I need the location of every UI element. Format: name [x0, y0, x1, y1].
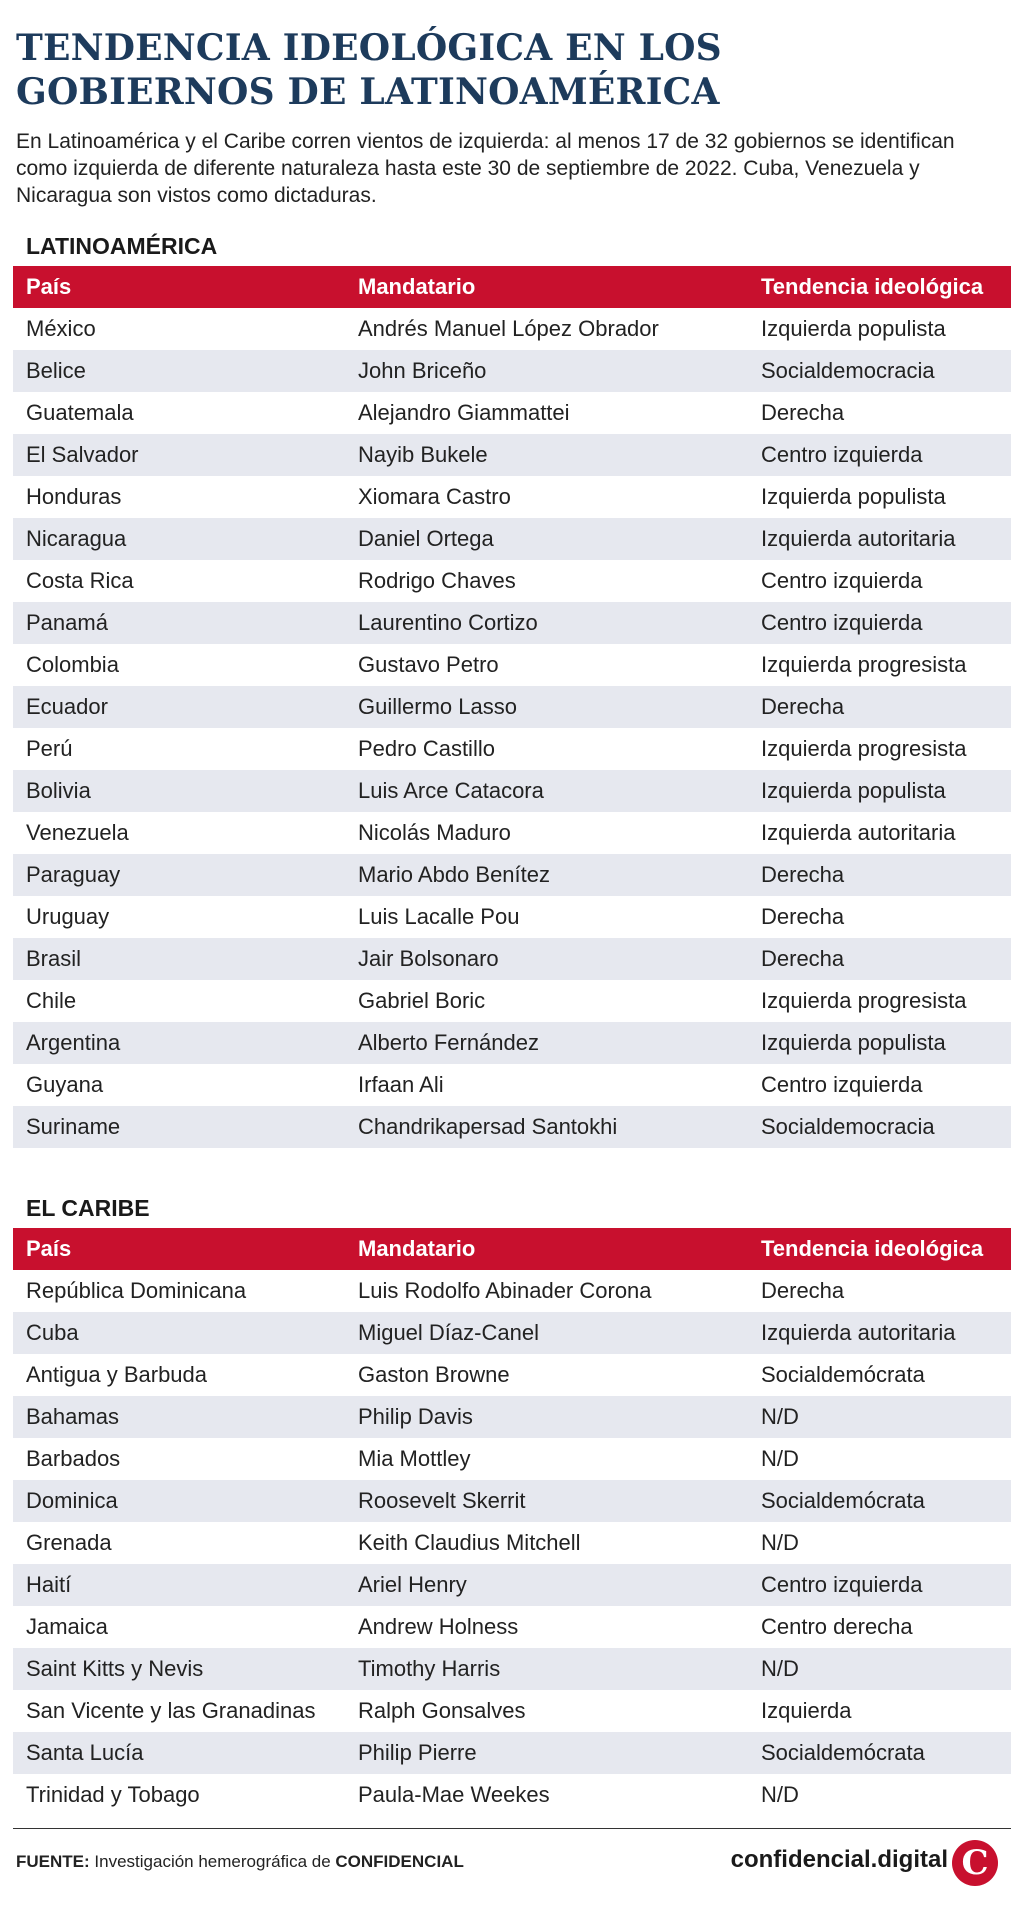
table-row: [13, 434, 1011, 476]
cell-leader: Rodrigo Chaves: [358, 568, 516, 593]
table-row: [13, 1606, 1011, 1648]
cell-tendency: Centro izquierda: [748, 434, 1011, 476]
cell-country: Suriname: [13, 1106, 345, 1148]
cell-country: Haití: [13, 1564, 345, 1606]
cell-leader: Andrés Manuel López Obrador: [358, 316, 659, 341]
cell-tendency: Centro izquierda: [748, 1564, 1011, 1606]
cell-leader: Timothy Harris: [345, 1648, 748, 1690]
table-row: [13, 812, 1011, 854]
cell-country: Chile: [26, 988, 77, 1013]
cell-country: México: [26, 316, 96, 341]
table-row: [13, 392, 1011, 434]
cell-tendency: Socialdemocracia: [748, 1106, 1011, 1148]
cell-leader: John Briceño: [345, 350, 748, 392]
table-row: [13, 728, 1011, 770]
cell-country: Antigua y Barbuda: [26, 1362, 208, 1387]
column-header-country: País: [13, 1228, 345, 1270]
brand-url: confidencial.digital: [730, 1846, 948, 1873]
cell-country: Colombia: [26, 652, 119, 677]
table-row: [13, 980, 1011, 1022]
cell-leader: Ralph Gonsalves: [358, 1698, 526, 1723]
cell-tendency: Derecha: [761, 904, 845, 929]
cell-leader: Ariel Henry: [345, 1564, 748, 1606]
cell-leader: Xiomara Castro: [358, 484, 511, 509]
cell-country: El Salvador: [13, 434, 345, 476]
column-header-tendency: Tendencia ideológica: [748, 1228, 1011, 1270]
table-row: [13, 854, 1011, 896]
table-row: [13, 1774, 1011, 1816]
cell-tendency: Derecha: [761, 400, 845, 425]
footer-divider: [13, 1828, 1011, 1829]
table-row: [13, 1022, 1011, 1064]
cell-country: Costa Rica: [26, 568, 134, 593]
cell-tendency: Centro izquierda: [761, 568, 923, 593]
table-row: [13, 308, 1011, 350]
table-row: [13, 1396, 1011, 1438]
cell-tendency: Derecha: [761, 1278, 845, 1303]
column-header-country: País: [13, 266, 345, 308]
cell-tendency: Derecha: [748, 854, 1011, 896]
table-row: [13, 1690, 1011, 1732]
cell-tendency: N/D: [761, 1446, 799, 1471]
table-row: [13, 476, 1011, 518]
cell-leader: Alberto Fernández: [345, 1022, 748, 1064]
table-row: [13, 770, 1011, 812]
cell-leader: Gaston Browne: [358, 1362, 510, 1387]
cell-country: Venezuela: [26, 820, 129, 845]
cell-tendency: Centro derecha: [761, 1614, 913, 1639]
cell-country: Grenada: [26, 1530, 112, 1555]
table-row: [13, 560, 1011, 602]
table-row: [13, 1106, 1011, 1148]
table-header-row: [13, 266, 1011, 308]
cell-leader: Luis Lacalle Pou: [358, 904, 520, 929]
cell-tendency: Derecha: [748, 686, 1011, 728]
table-row: [13, 1270, 1011, 1312]
cell-leader: Mario Abdo Benítez: [345, 854, 748, 896]
cell-country: Guyana: [26, 1072, 104, 1097]
table-row: [13, 1648, 1011, 1690]
table-row: [13, 518, 1011, 560]
cell-country: Argentina: [13, 1022, 345, 1064]
cell-tendency: Izquierda populista: [748, 1022, 1011, 1064]
cell-country: Paraguay: [13, 854, 345, 896]
cell-tendency: Centro izquierda: [761, 1072, 923, 1097]
cell-leader: Philip Davis: [345, 1396, 748, 1438]
cell-tendency: Izquierda autoritaria: [748, 1312, 1011, 1354]
cell-country: Dominica: [13, 1480, 345, 1522]
cell-country: Barbados: [26, 1446, 121, 1471]
cell-tendency: Izquierda progresista: [761, 736, 967, 761]
cell-tendency: Socialdemocracia: [748, 350, 1011, 392]
cell-tendency: Izquierda autoritaria: [748, 518, 1011, 560]
cell-country: Guatemala: [26, 400, 134, 425]
cell-country: Nicaragua: [13, 518, 345, 560]
cell-country: Bahamas: [13, 1396, 345, 1438]
table-row: [13, 644, 1011, 686]
table-row: [13, 350, 1011, 392]
cell-country: Bolivia: [13, 770, 345, 812]
column-header-tendency: Tendencia ideológica: [748, 266, 1011, 308]
cell-tendency: Izquierda populista: [761, 484, 946, 509]
cell-tendency: Derecha: [748, 938, 1011, 980]
cell-leader: Roosevelt Skerrit: [345, 1480, 748, 1522]
cell-country: Jamaica: [26, 1614, 108, 1639]
cell-tendency: Socialdemócrata: [748, 1732, 1011, 1774]
cell-tendency: N/D: [748, 1396, 1011, 1438]
cell-tendency: Socialdemócrata: [761, 1362, 925, 1387]
subtitle: En Latinoamérica y el Caribe corren vientos de izquierda: al menos 17 de 32 gobiernos se identifican como izquierda de diferente naturaleza hasta este 30 de septiembre de 2022. Cuba, Venezuela y Nicaragua son vistos como dictaduras.: [16, 130, 955, 207]
cell-leader: Luis Rodolfo Abinader Corona: [358, 1278, 652, 1303]
table-row: [13, 1480, 1011, 1522]
column-header-leader: Mandatario: [345, 1228, 748, 1270]
page-title: [16, 26, 996, 114]
cell-leader: Mia Mottley: [358, 1446, 471, 1471]
cell-leader: Guillermo Lasso: [345, 686, 748, 728]
cell-tendency: Centro izquierda: [748, 602, 1011, 644]
cell-tendency: N/D: [761, 1530, 799, 1555]
table-row: [13, 1732, 1011, 1774]
table-row: [13, 1564, 1011, 1606]
source-text: Investigación hemerográfica de: [94, 1852, 331, 1871]
title-line-1: TENDENCIA IDEOLÓGICA EN LOS: [16, 27, 722, 69]
cell-country: Uruguay: [26, 904, 110, 929]
cell-leader: Andrew Holness: [358, 1614, 519, 1639]
source-note: [16, 1852, 464, 1872]
cell-country: Brasil: [13, 938, 345, 980]
cell-leader: Chandrikapersad Santokhi: [345, 1106, 748, 1148]
section-label-caribe: EL CARIBE: [26, 1195, 150, 1221]
cell-leader: Paula-Mae Weekes: [358, 1782, 550, 1807]
source-org: CONFIDENCIAL: [335, 1852, 464, 1871]
cell-leader: Irfaan Ali: [358, 1072, 444, 1097]
cell-country: San Vicente y las Granadinas: [26, 1698, 316, 1723]
table-row: [13, 938, 1011, 980]
cell-leader: Nicolás Maduro: [358, 820, 511, 845]
table-row: [13, 1064, 1011, 1106]
caribe-table: [13, 1228, 1011, 1816]
table-row: [13, 1312, 1011, 1354]
cell-leader: Pedro Castillo: [358, 736, 495, 761]
table-row: [13, 1438, 1011, 1480]
cell-country: República Dominicana: [26, 1278, 247, 1303]
cell-leader: Gustavo Petro: [358, 652, 499, 677]
source-label: FUENTE:: [16, 1852, 90, 1871]
cell-tendency: N/D: [748, 1648, 1011, 1690]
cell-country: Saint Kitts y Nevis: [13, 1648, 345, 1690]
table-row: [13, 686, 1011, 728]
cell-tendency: Izquierda progresista: [761, 988, 967, 1013]
cell-country: Perú: [26, 736, 73, 761]
cell-leader: Gabriel Boric: [358, 988, 486, 1013]
cell-leader: Miguel Díaz-Canel: [345, 1312, 748, 1354]
cell-tendency: Izquierda autoritaria: [761, 820, 956, 845]
cell-country: Santa Lucía: [13, 1732, 345, 1774]
table-row: [13, 602, 1011, 644]
cell-leader: Nayib Bukele: [345, 434, 748, 476]
cell-country: Honduras: [26, 484, 122, 509]
table-header-row: [13, 1228, 1011, 1270]
cell-country: Panamá: [13, 602, 345, 644]
table-row: [13, 1522, 1011, 1564]
table-row: [13, 896, 1011, 938]
cell-country: Ecuador: [13, 686, 345, 728]
title-line-2: GOBIERNOS DE LATINOAMÉRICA: [16, 71, 720, 113]
latam-table: [13, 266, 1011, 1148]
cell-leader: Jair Bolsonaro: [345, 938, 748, 980]
cell-leader: Philip Pierre: [345, 1732, 748, 1774]
cell-leader: Daniel Ortega: [345, 518, 748, 560]
cell-leader: Laurentino Cortizo: [345, 602, 748, 644]
cell-tendency: Socialdemócrata: [748, 1480, 1011, 1522]
table-row: [13, 1354, 1011, 1396]
cell-tendency: Izquierda progresista: [761, 652, 967, 677]
cell-leader: Keith Claudius Mitchell: [358, 1530, 581, 1555]
confidencial-logo-icon: C: [952, 1840, 998, 1886]
cell-tendency: N/D: [761, 1782, 799, 1807]
cell-leader: Luis Arce Catacora: [345, 770, 748, 812]
cell-tendency: Izquierda populista: [761, 316, 946, 341]
cell-country: Trinidad y Tobago: [26, 1782, 200, 1807]
cell-country: Cuba: [13, 1312, 345, 1354]
column-header-leader: Mandatario: [345, 266, 748, 308]
cell-leader: Alejandro Giammattei: [358, 400, 570, 425]
section-label-latam: LATINOAMÉRICA: [26, 233, 218, 259]
cell-country: Belice: [13, 350, 345, 392]
cell-tendency: Izquierda: [761, 1698, 852, 1723]
cell-tendency: Izquierda populista: [748, 770, 1011, 812]
